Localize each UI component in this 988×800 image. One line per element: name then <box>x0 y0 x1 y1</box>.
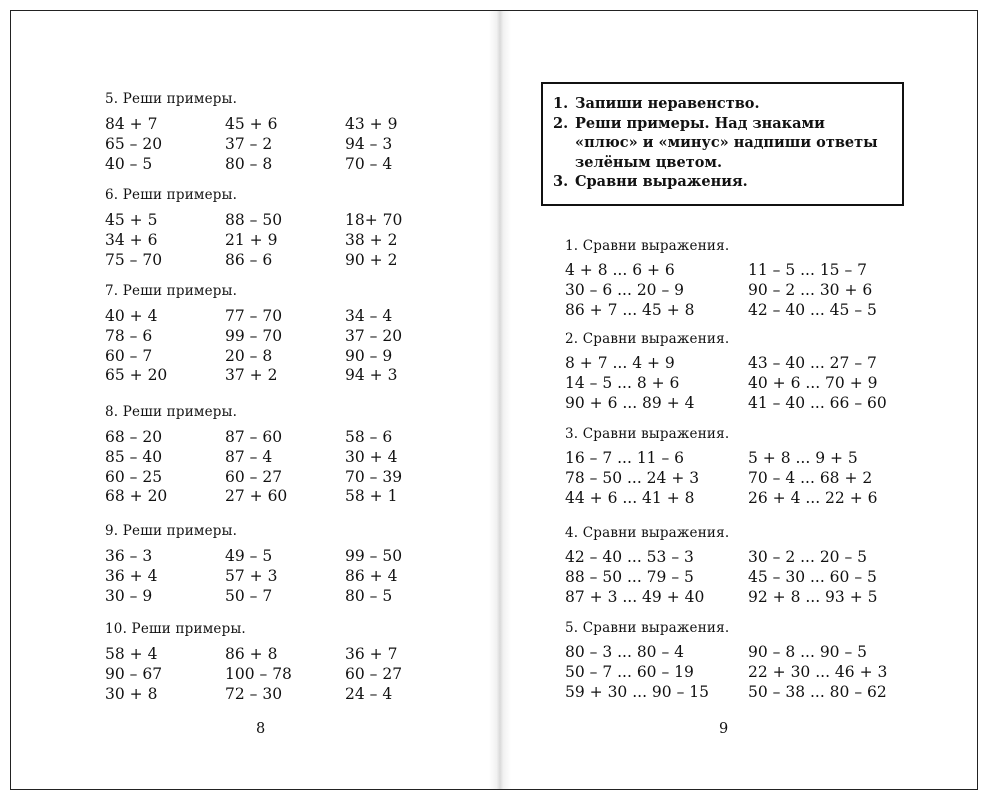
exercise-block <box>565 331 908 413</box>
exercise-row <box>565 301 908 321</box>
exercise-expression: 59 + 30 ... 90 – 15 <box>565 682 709 701</box>
exercise-block <box>105 404 425 507</box>
exercise-expression: 34 – 4 <box>345 307 393 325</box>
exercise-expression: 90 – 9 <box>345 346 393 365</box>
exercise-expression: 99 – 70 <box>225 326 283 345</box>
exercise-expression: 70 – 4 <box>345 154 393 173</box>
exercise-expression: 75 – 70 <box>105 250 163 269</box>
exercise-row <box>105 665 425 685</box>
exercise-expression: 86 – 6 <box>225 250 273 269</box>
exercise-header: 6. Реши примеры. <box>105 187 238 203</box>
exercise-row <box>565 394 908 414</box>
exercise-expression: 49 – 5 <box>225 547 273 565</box>
exercise-row <box>565 643 908 663</box>
exercise-expression: 58 + 4 <box>105 645 158 663</box>
left-page <box>11 11 491 789</box>
exercise-expression: 40 + 4 <box>105 307 158 325</box>
exercise-header: 10. Реши примеры. <box>105 621 246 637</box>
exercise-expression: 87 – 60 <box>225 428 283 446</box>
exercise-block <box>105 91 425 174</box>
task-item <box>553 94 892 114</box>
exercise-expression: 90 + 6 ... 89 + 4 <box>565 393 695 412</box>
exercise-row <box>105 211 425 231</box>
exercise-expression: 87 – 4 <box>225 447 273 466</box>
exercise-expression: 57 + 3 <box>225 566 278 585</box>
exercise-expression: 60 – 27 <box>225 467 283 486</box>
open-book <box>10 10 978 790</box>
exercise-header: 5. Сравни выражения. <box>565 620 730 636</box>
exercise-row <box>565 469 908 489</box>
task-number: 3. <box>553 173 569 191</box>
exercise-row <box>105 155 425 175</box>
exercise-row <box>105 567 425 587</box>
exercise-expression: 40 – 5 <box>105 154 153 173</box>
exercise-row <box>105 327 425 347</box>
right-page <box>511 11 977 789</box>
exercise-expression: 8 + 7 ... 4 + 9 <box>565 354 675 372</box>
task-number: 1. <box>553 95 569 112</box>
exercise-expression: 37 + 2 <box>225 366 278 385</box>
exercise-expression: 30 + 4 <box>345 447 398 466</box>
exercise-expression: 90 – 2 ... 30 + 6 <box>748 280 873 299</box>
exercise-expression: 38 + 2 <box>345 230 398 249</box>
exercise-expression: 45 + 5 <box>105 211 158 229</box>
exercise-expression: 88 – 50 ... 79 – 5 <box>565 567 694 586</box>
exercise-expression: 41 – 40 ... 66 – 60 <box>748 393 887 412</box>
exercise-expression: 36 + 4 <box>105 566 158 585</box>
exercise-block <box>105 621 425 704</box>
exercise-header: 1. Сравни выражения. <box>565 238 730 254</box>
book-spine <box>489 11 511 789</box>
exercise-expression: 78 – 50 ... 24 + 3 <box>565 468 700 487</box>
exercise-row <box>105 468 425 488</box>
exercise-expression: 58 + 1 <box>345 487 398 506</box>
exercise-expression: 86 + 4 <box>345 566 398 585</box>
exercise-expression: 92 + 8 ... 93 + 5 <box>748 587 878 606</box>
task-text: Сравни выражения. <box>575 173 748 191</box>
exercise-expression: 70 – 39 <box>345 467 403 486</box>
exercise-expression: 88 – 50 <box>225 211 283 229</box>
exercise-row <box>565 489 908 509</box>
exercise-expression: 50 – 7 <box>225 586 273 605</box>
exercise-expression: 70 – 4 ... 68 + 2 <box>748 468 873 487</box>
exercise-row <box>105 307 425 327</box>
exercise-row <box>565 568 908 588</box>
exercise-row <box>105 448 425 468</box>
task-box <box>541 82 904 206</box>
exercise-row <box>105 645 425 665</box>
exercise-expression: 18+ 70 <box>345 211 403 229</box>
exercise-header: 9. Реши примеры. <box>105 523 238 539</box>
exercise-expression: 60 – 27 <box>345 664 403 683</box>
exercise-expression: 68 – 20 <box>105 428 163 446</box>
exercise-expression: 77 – 70 <box>225 307 283 325</box>
exercise-expression: 100 – 78 <box>225 664 292 683</box>
exercise-row <box>105 347 425 367</box>
exercise-row <box>105 428 425 448</box>
exercise-block <box>565 426 908 508</box>
exercise-row <box>105 547 425 567</box>
exercise-expression: 45 + 6 <box>225 115 278 133</box>
exercise-header: 3. Сравни выражения. <box>565 426 730 442</box>
exercise-expression: 80 – 8 <box>225 154 273 173</box>
exercise-row <box>105 487 425 507</box>
exercise-expression: 60 – 25 <box>105 467 163 486</box>
task-item <box>553 114 892 173</box>
task-text: Реши примеры. Над знаками «плюс» и «минус» надпиши ответы зелёным цветом. <box>575 114 878 171</box>
exercise-block <box>565 238 908 320</box>
exercise-row <box>565 354 908 374</box>
exercise-block <box>105 187 425 270</box>
exercise-row <box>105 135 425 155</box>
exercise-block <box>565 525 908 607</box>
exercise-block <box>105 523 425 606</box>
exercise-expression: 65 – 20 <box>105 134 163 153</box>
exercise-expression: 60 – 7 <box>105 346 153 365</box>
exercise-row <box>105 231 425 251</box>
task-text: Запиши неравенство. <box>575 95 760 112</box>
exercise-expression: 94 – 3 <box>345 134 393 153</box>
exercise-expression: 34 + 6 <box>105 230 158 249</box>
exercise-expression: 42 – 40 ... 53 – 3 <box>565 548 694 566</box>
exercise-row <box>105 587 425 607</box>
exercise-expression: 50 – 7 ... 60 – 19 <box>565 662 694 681</box>
exercise-expression: 40 + 6 ... 70 + 9 <box>748 373 878 392</box>
exercise-header: 5. Реши примеры. <box>105 91 238 107</box>
exercise-row <box>565 281 908 301</box>
exercise-header: 2. Сравни выражения. <box>565 331 730 347</box>
exercise-expression: 30 – 6 ... 20 – 9 <box>565 280 685 299</box>
task-item <box>553 172 892 192</box>
exercise-expression: 90 + 2 <box>345 250 398 269</box>
exercise-expression: 24 – 4 <box>345 684 393 703</box>
exercise-expression: 99 – 50 <box>345 547 403 565</box>
exercise-expression: 86 + 7 ... 45 + 8 <box>565 300 695 319</box>
exercise-expression: 72 – 30 <box>225 684 283 703</box>
exercise-header: 8. Реши примеры. <box>105 404 238 420</box>
exercise-row <box>105 685 425 705</box>
page-number: 8 <box>256 721 266 737</box>
task-number: 2. <box>553 114 569 132</box>
exercise-row <box>105 251 425 271</box>
exercise-expression: 94 + 3 <box>345 366 398 385</box>
exercise-expression: 44 + 6 ... 41 + 8 <box>565 488 695 507</box>
exercise-expression: 85 – 40 <box>105 447 163 466</box>
exercise-expression: 36 – 3 <box>105 547 153 565</box>
exercise-expression: 37 – 2 <box>225 134 273 153</box>
exercise-expression: 36 + 7 <box>345 645 398 663</box>
exercise-expression: 84 + 7 <box>105 115 158 133</box>
page-number: 9 <box>719 721 729 737</box>
exercise-expression: 20 – 8 <box>225 346 273 365</box>
exercise-expression: 90 – 8 ... 90 – 5 <box>748 643 868 661</box>
exercise-header: 7. Реши примеры. <box>105 283 238 299</box>
exercise-row <box>565 683 908 703</box>
exercise-row <box>105 115 425 135</box>
exercise-expression: 80 – 3 ... 80 – 4 <box>565 643 685 661</box>
exercise-row <box>565 663 908 683</box>
exercise-expression: 43 + 9 <box>345 115 398 133</box>
exercise-expression: 37 – 20 <box>345 326 403 345</box>
exercise-header: 4. Сравни выражения. <box>565 525 730 541</box>
exercise-expression: 27 + 60 <box>225 487 288 506</box>
exercise-block <box>105 283 425 386</box>
exercise-expression: 90 – 67 <box>105 664 163 683</box>
exercise-expression: 80 – 5 <box>345 586 393 605</box>
exercise-expression: 78 – 6 <box>105 326 153 345</box>
exercise-row <box>565 374 908 394</box>
exercise-expression: 4 + 8 ... 6 + 6 <box>565 261 675 279</box>
exercise-expression: 43 – 40 ... 27 – 7 <box>748 354 877 372</box>
exercise-expression: 65 + 20 <box>105 366 168 385</box>
exercise-row <box>105 366 425 386</box>
exercise-expression: 50 – 38 ... 80 – 62 <box>748 682 887 701</box>
exercise-expression: 22 + 30 ... 46 + 3 <box>748 662 888 681</box>
exercise-expression: 45 – 30 ... 60 – 5 <box>748 567 877 586</box>
exercise-expression: 86 + 8 <box>225 645 278 663</box>
exercise-expression: 14 – 5 ... 8 + 6 <box>565 373 680 392</box>
exercise-expression: 11 – 5 ... 15 – 7 <box>748 261 868 279</box>
exercise-expression: 68 + 20 <box>105 487 168 506</box>
exercise-expression: 42 – 40 ... 45 – 5 <box>748 300 877 319</box>
exercise-row <box>565 261 908 281</box>
exercise-expression: 16 – 7 ... 11 – 6 <box>565 449 685 467</box>
exercise-expression: 30 – 9 <box>105 586 153 605</box>
exercise-expression: 58 – 6 <box>345 428 393 446</box>
exercise-expression: 21 + 9 <box>225 230 278 249</box>
exercise-block <box>565 620 908 702</box>
exercise-row <box>565 449 908 469</box>
exercise-expression: 87 + 3 ... 49 + 40 <box>565 587 705 606</box>
exercise-expression: 30 – 2 ... 20 – 5 <box>748 548 868 566</box>
exercise-expression: 26 + 4 ... 22 + 6 <box>748 488 878 507</box>
exercise-row <box>565 548 908 568</box>
exercise-expression: 30 + 8 <box>105 684 158 703</box>
exercise-expression: 5 + 8 ... 9 + 5 <box>748 449 858 467</box>
exercise-row <box>565 588 908 608</box>
